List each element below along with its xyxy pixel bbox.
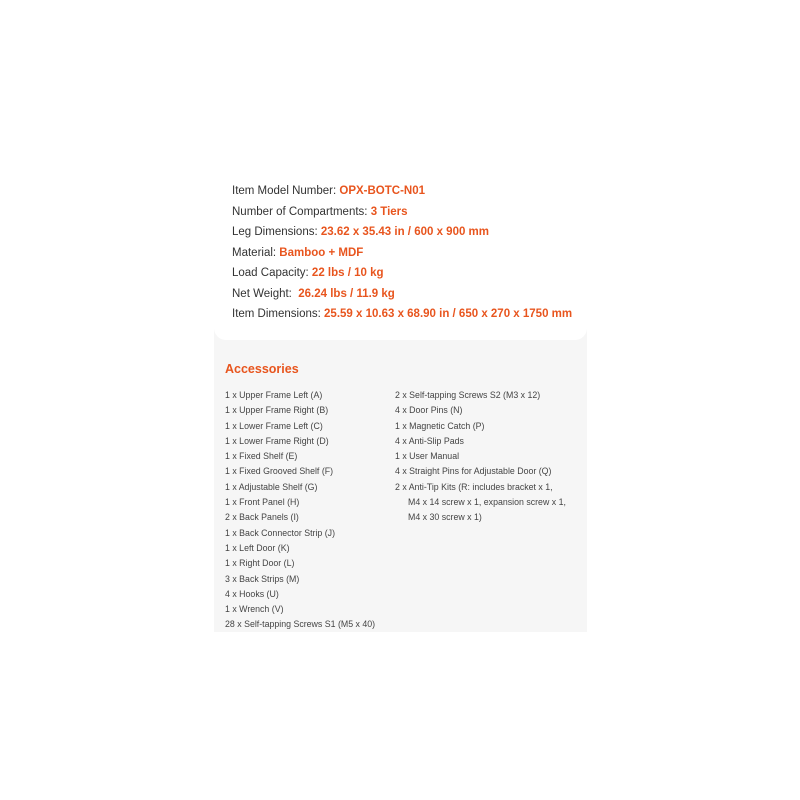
list-item: 28 x Self-tapping Screws S1 (M5 x 40) — [225, 619, 376, 630]
spec-material — [232, 246, 363, 260]
spec-compartments — [232, 205, 408, 219]
list-item: 4 x Hooks (U) — [225, 588, 279, 599]
spec-value: Bamboo + MDF — [279, 247, 364, 259]
list-item: 1 x Front Panel (H) — [225, 497, 300, 508]
list-item: 1 x Fixed Grooved Shelf (F) — [225, 466, 334, 477]
list-item: 2 x Back Panels (I) — [225, 512, 299, 523]
spec-item-dimensions — [232, 307, 572, 321]
spec-value: 23.62 x 35.43 in / 600 x 900 mm — [320, 226, 490, 238]
list-item: 1 x Left Door (K) — [225, 542, 290, 553]
list-item: 4 x Straight Pins for Adjustable Door (Q) — [395, 466, 552, 477]
spec-label: Number of Compartments: — [232, 206, 371, 218]
spec-label: Material: — [232, 247, 280, 259]
accessories-list-left — [225, 388, 375, 633]
spec-value: 22 lbs / 10 kg — [311, 267, 384, 279]
list-item: 2 x Anti-Tip Kits (R: includes bracket x 1, — [395, 481, 553, 492]
spec-value: 25.59 x 10.63 x 68.90 in / 650 x 270 x 1750 mm — [324, 308, 573, 320]
spec-value: 3 Tiers — [370, 206, 408, 218]
spec-label: Load Capacity: — [232, 267, 312, 279]
spec-label: Net Weight: — [232, 288, 299, 300]
list-item: 1 x Upper Frame Left (A) — [225, 390, 323, 400]
list-item: 1 x Fixed Shelf (E) — [225, 451, 298, 462]
list-item: 1 x Upper Frame Right (B) — [225, 405, 329, 416]
list-item: 1 x Lower Frame Left (C) — [225, 420, 323, 431]
list-item-continuation: M4 x 14 screw x 1, expansion screw x 1, — [408, 497, 566, 508]
spec-label: Item Model Number: — [232, 185, 340, 197]
spec-leg-dimensions — [232, 225, 489, 239]
list-item: 1 x Magnetic Catch (P) — [395, 420, 485, 431]
spec-label: Leg Dimensions: — [232, 226, 321, 238]
accessories-title: Accessories — [225, 362, 299, 376]
list-item: 1 x Back Connector Strip (J) — [225, 527, 335, 538]
list-item-continuation: M4 x 30 screw x 1) — [408, 512, 482, 523]
list-item: 1 x Right Door (L) — [225, 558, 295, 569]
list-item: 4 x Anti-Slip Pads — [395, 435, 464, 446]
list-item: 4 x Door Pins (N) — [395, 405, 463, 416]
spec-value: 26.24 lbs / 11.9 kg — [298, 288, 395, 300]
list-item: 1 x User Manual — [395, 451, 460, 462]
product-info-panel — [214, 168, 587, 632]
spec-load-capacity — [232, 266, 384, 280]
list-item: 3 x Back Strips (M) — [225, 573, 300, 584]
spec-net-weight — [232, 287, 395, 301]
list-item: 1 x Lower Frame Right (D) — [225, 435, 329, 446]
specifications-card — [214, 168, 587, 340]
list-item: 1 x Wrench (V) — [225, 604, 284, 615]
list-item: 2 x Self-tapping Screws S2 (M3 x 12) — [395, 390, 541, 400]
accessories-list-right — [395, 388, 566, 526]
spec-model-number — [232, 184, 425, 198]
spec-label: Item Dimensions: — [232, 308, 325, 320]
spec-value: OPX-BOTC-N01 — [339, 185, 425, 197]
list-item: 1 x Adjustable Shelf (G) — [225, 481, 318, 492]
